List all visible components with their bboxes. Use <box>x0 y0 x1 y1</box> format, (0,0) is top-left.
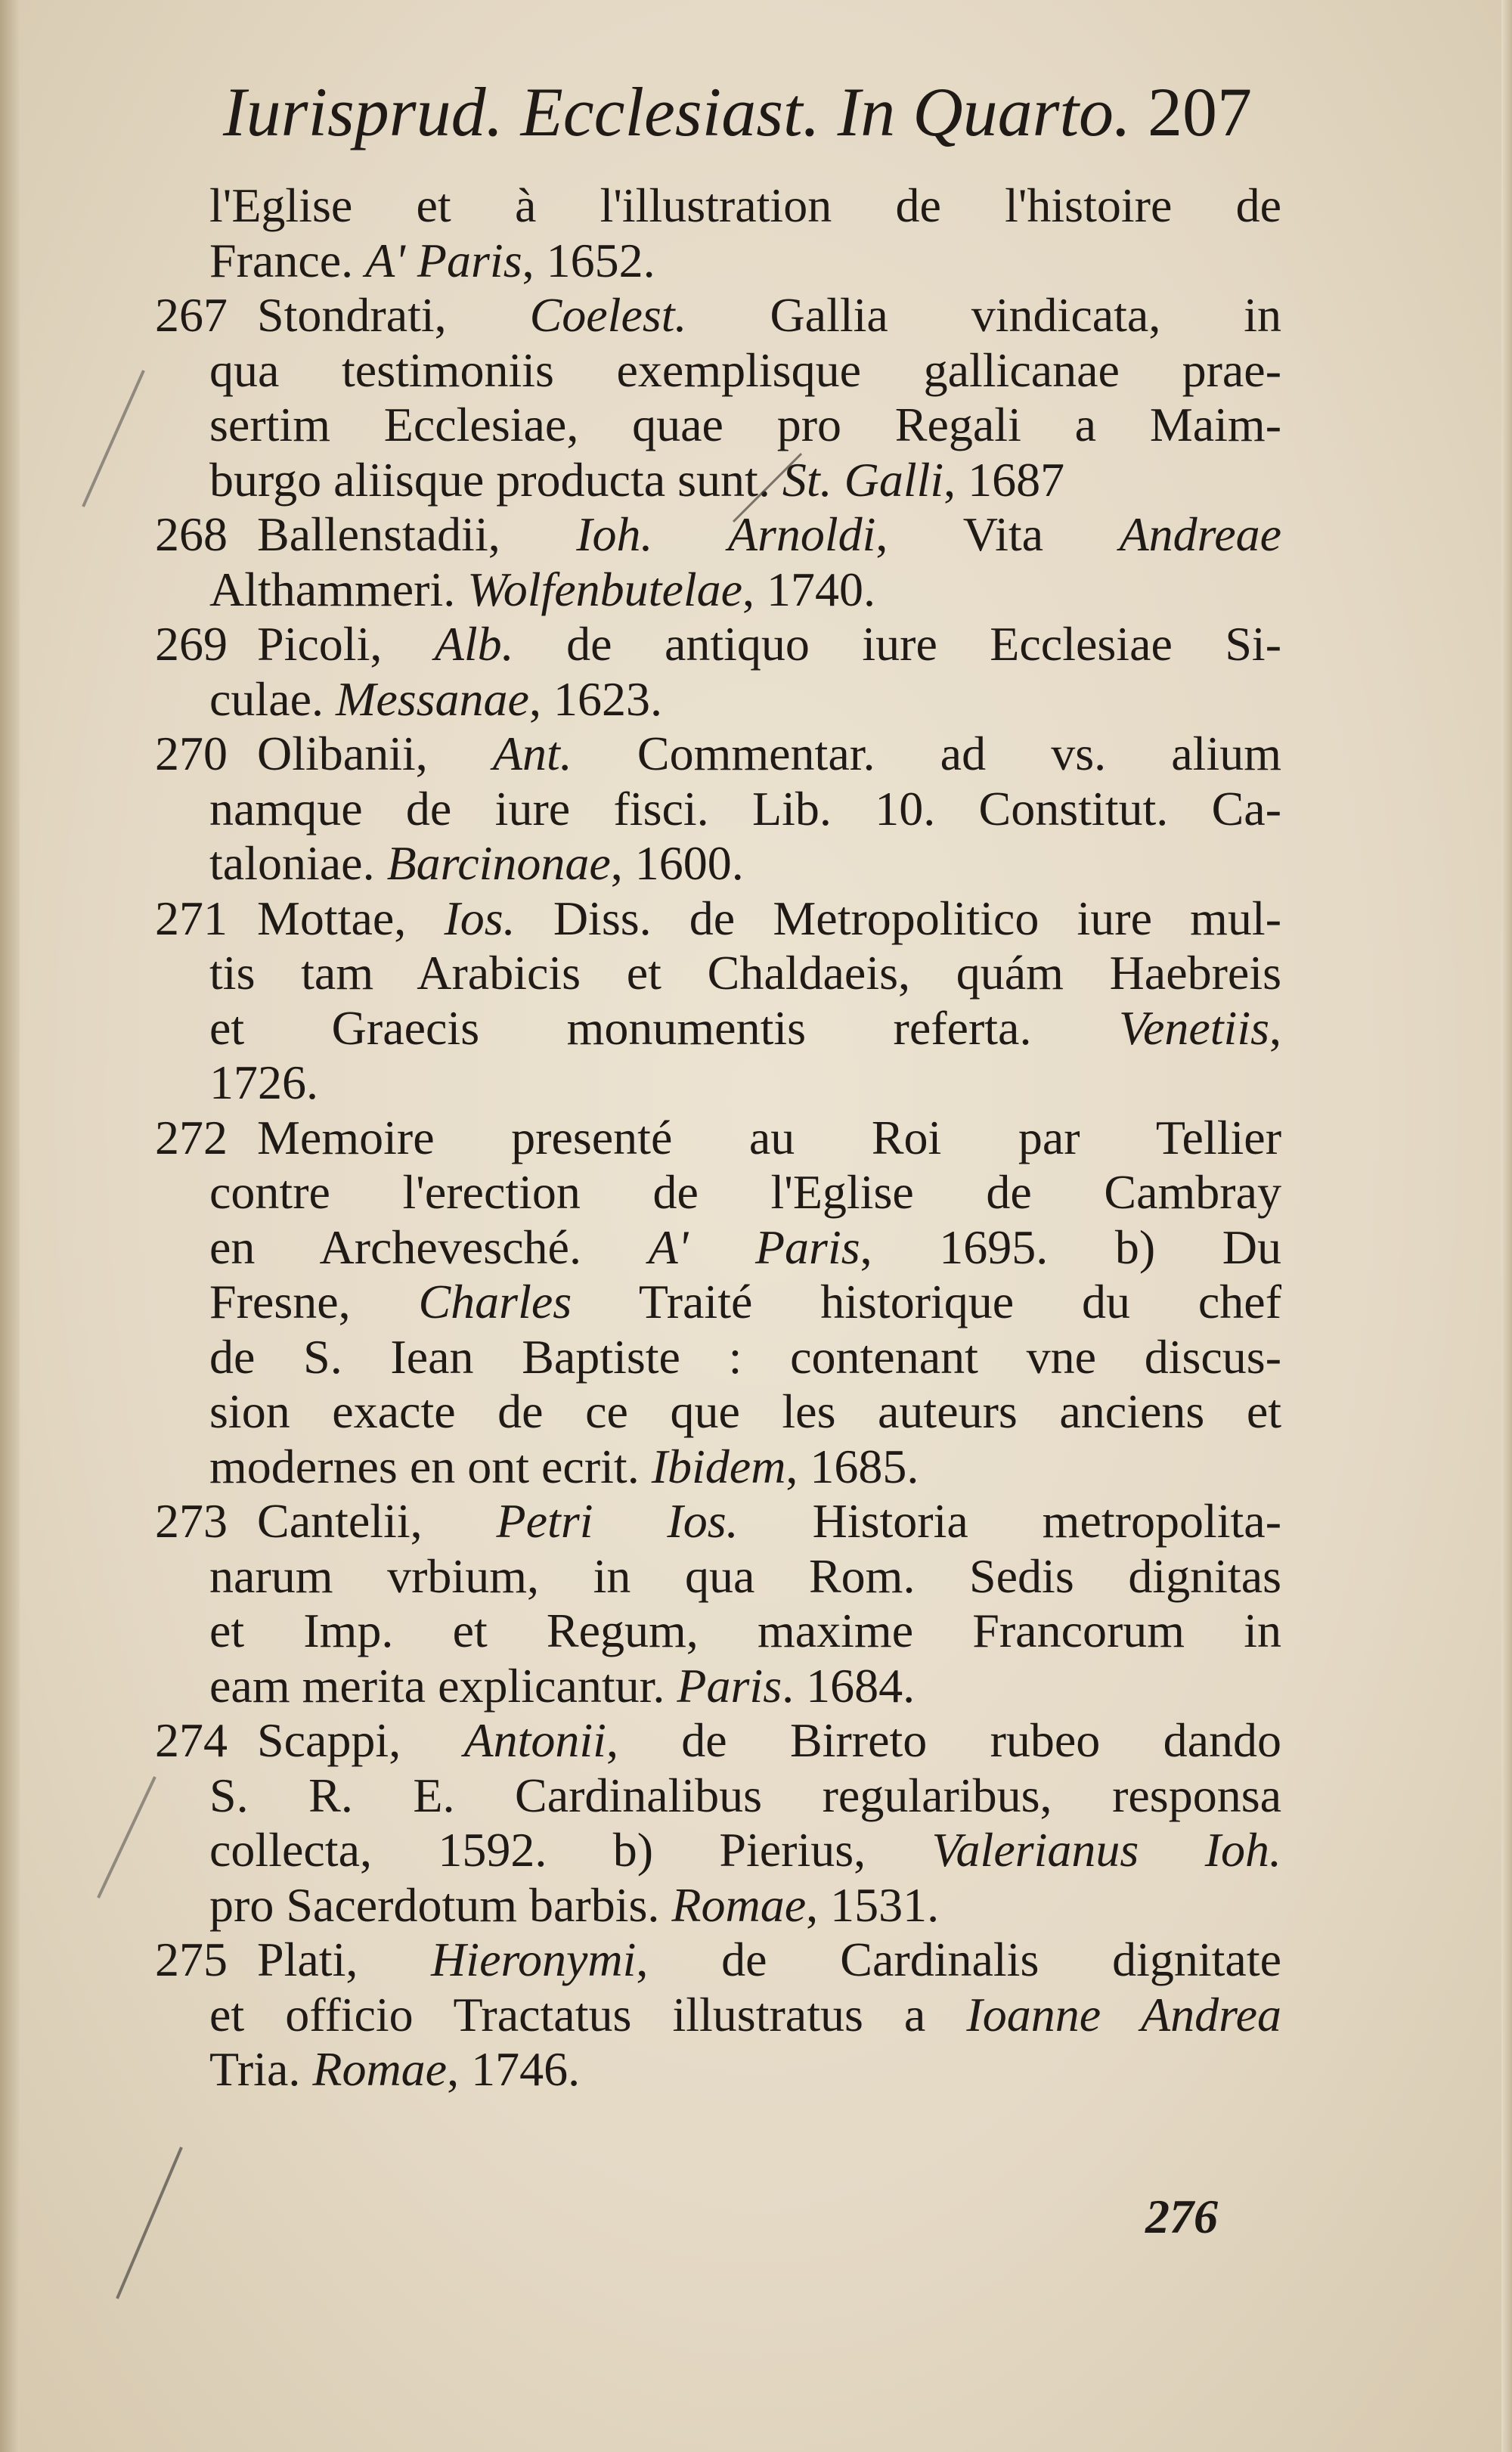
italic-segment: Alb. <box>434 617 514 671</box>
entry-line <box>155 1549 1281 1604</box>
entry-line <box>155 1878 1281 1933</box>
entry-first-line <box>155 1494 1281 1549</box>
page-number: 207 <box>1148 73 1253 150</box>
italic-segment: Venetiis <box>1118 1000 1269 1055</box>
running-title: Iurisprud. Ecclesiast. In Quarto. <box>223 73 1132 150</box>
entry-line <box>155 1988 1281 2043</box>
text-segment: , 1685. <box>785 1439 919 1493</box>
text-segment: Fresne, <box>209 1275 419 1328</box>
text-segment: , 1746. <box>447 2042 581 2096</box>
text-segment: Tria. <box>209 2042 313 2096</box>
text-segment: Historia metropolita- <box>738 1494 1281 1548</box>
italic-segment: Romae <box>671 1877 807 1932</box>
text-segment: Diss. de Metropolitico iure mul- <box>515 891 1281 945</box>
entry-line <box>155 398 1281 453</box>
italic-segment: St. Galli <box>782 452 944 507</box>
entry-number: 271 <box>155 891 228 945</box>
text-segment: sion exacte de ce que les auteurs anciens et <box>209 1384 1281 1438</box>
entry-line <box>155 1440 1281 1495</box>
italic-segment: Paris <box>677 1658 782 1713</box>
text-segment: et officio Tractatus illustratus a <box>209 1987 967 2041</box>
italic-segment: Andreae <box>1119 507 1281 561</box>
entry-line <box>155 1384 1281 1440</box>
text-segment: de antiquo iure Ecclesiae Si- <box>513 617 1281 671</box>
page-gutter <box>0 0 20 2452</box>
text-segment: , 1600. <box>610 836 744 890</box>
entry-line <box>155 782 1281 837</box>
italic-segment: Coelest. <box>529 288 687 342</box>
entry-line <box>155 1220 1281 1276</box>
entry-first-line <box>155 1713 1281 1768</box>
entry-first-line <box>155 1933 1281 1988</box>
entry-number: 268 <box>155 507 228 561</box>
text-segment: en Archevesché. <box>209 1220 649 1274</box>
italic-segment: Hieronymi <box>431 1933 637 1986</box>
text-segment: Memoire presenté au Roi par Tellier <box>257 1110 1281 1164</box>
text-segment: collecta, 1592. b) Pierius, <box>209 1823 932 1877</box>
italic-segment: Valerianus Ioh. <box>931 1823 1281 1877</box>
entry-line <box>155 1165 1281 1220</box>
text-segment: contre l'erection de l'Eglise de Cambray <box>209 1165 1281 1219</box>
text-segment: eam merita explicantur. <box>209 1658 677 1713</box>
text-segment: Traité historique du chef <box>572 1275 1281 1328</box>
italic-segment: Petri Ios. <box>496 1494 739 1548</box>
entry-number: 269 <box>155 617 228 671</box>
text-segment: modernes en ont ecrit. <box>209 1439 652 1493</box>
text-segment: Cantelii, <box>257 1494 497 1548</box>
page-edge <box>1501 0 1512 2452</box>
entry-line <box>155 343 1281 398</box>
text-segment: Picoli, <box>257 617 435 671</box>
text-segment: , Vita <box>875 507 1120 561</box>
entry-line <box>155 2042 1281 2097</box>
text-segment: Scappi, <box>257 1713 464 1767</box>
entry-line <box>155 672 1281 727</box>
entry-line <box>155 1056 1281 1111</box>
entry-first-line <box>155 727 1281 782</box>
italic-segment: Ioanne Andrea <box>966 1987 1281 2041</box>
text-segment: , 1695. b) Du <box>860 1220 1281 1274</box>
text-segment: 1726. <box>209 1056 318 1109</box>
text-segment: France. <box>209 233 366 287</box>
entry-number: 272 <box>155 1110 228 1164</box>
text-segment: , 1652. <box>522 233 655 287</box>
running-header <box>223 67 1281 157</box>
entry-number: 273 <box>155 1494 228 1548</box>
entry-line <box>155 1659 1281 1714</box>
text-segment: et Imp. et Regum, maxime Francorum in <box>209 1604 1281 1657</box>
italic-segment: Ibidem <box>651 1439 786 1493</box>
italic-segment: Wolfenbutelae <box>467 562 743 616</box>
text-segment: pro Sacerdotum barbis. <box>209 1877 672 1932</box>
text-segment: , 1740. <box>742 562 876 616</box>
entry-number: 274 <box>155 1713 228 1767</box>
text-segment: , de Birreto rubeo dando <box>606 1713 1281 1767</box>
text-segment: S. R. E. Cardinalibus regularibus, responsa <box>209 1768 1281 1822</box>
entry-line <box>155 563 1281 618</box>
entry-line <box>155 1330 1281 1385</box>
text-segment: Mottae, <box>257 891 445 945</box>
entry-number: 267 <box>155 288 228 342</box>
text-segment: Olibanii, <box>257 727 493 780</box>
text-segment: , 1687 <box>943 452 1065 507</box>
pencil-mark <box>83 1762 166 1913</box>
entry-number: 275 <box>155 1933 228 1986</box>
pencil-mark <box>98 2132 197 2314</box>
italic-segment: Antonii <box>463 1713 606 1767</box>
text-segment: et Graecis monumentis referta. <box>209 1000 1119 1055</box>
entry-line <box>155 1768 1281 1824</box>
text-segment: Ballenstadii, <box>257 507 577 561</box>
text-segment: l'Eglise et à l'illustration de l'histoire de <box>209 178 1281 232</box>
entry-line <box>155 234 1281 289</box>
entry-number: 270 <box>155 727 228 780</box>
entry-line <box>155 946 1281 1001</box>
text-segment: taloniae. <box>209 836 387 890</box>
entry-line <box>155 836 1281 891</box>
text-segment: , <box>1269 1000 1281 1055</box>
text-segment: Plati, <box>257 1933 432 1986</box>
pencil-mark <box>718 446 816 529</box>
italic-segment: A' Paris <box>648 1220 860 1274</box>
pencil-mark <box>68 355 159 522</box>
entry-line <box>155 1604 1281 1659</box>
entry-first-line <box>155 891 1281 947</box>
entry-first-line <box>155 1111 1281 1166</box>
italic-segment: Barcinonae <box>386 836 611 890</box>
text-segment: burgo aliisque producta sunt. <box>209 452 782 507</box>
text-segment: Gallia vindicata, in <box>686 288 1281 342</box>
entry-first-line <box>155 288 1281 343</box>
text-segment: namque de iure fisci. Lib. 10. Constitut. Ca- <box>209 781 1281 835</box>
italic-segment: A' Paris <box>365 233 522 287</box>
text-segment: sertim Ecclesiae, quae pro Regali a Maim- <box>209 398 1281 451</box>
entry-line <box>155 1001 1281 1056</box>
text-segment: de S. Iean Baptiste : contenant vne discus- <box>209 1329 1281 1384</box>
text-segment: Althammeri. <box>209 562 468 616</box>
text-segment: , 1531. <box>806 1877 940 1932</box>
text-segment: , 1623. <box>528 671 662 726</box>
text-segment: narum vrbium, in qua Rom. Sedis dignitas <box>209 1548 1281 1603</box>
italic-segment: Charles <box>418 1275 572 1328</box>
entry-first-line <box>155 617 1281 672</box>
catchword: 276 <box>1145 2190 1218 2243</box>
italic-segment: Ant. <box>492 727 572 780</box>
text-segment: culae. <box>209 671 336 726</box>
italic-segment: Ioh. Arnoldi <box>576 507 876 561</box>
italic-segment: Romae <box>312 2042 448 2096</box>
text-segment: tis tam Arabicis et Chaldaeis, quám Haebreis <box>209 946 1281 1000</box>
text-segment: . 1684. <box>782 1658 916 1713</box>
text-segment: , de Cardinalis dignitate <box>636 1933 1281 1986</box>
text-segment: Commentar. ad vs. alium <box>572 727 1281 780</box>
entry-line <box>155 1275 1281 1330</box>
text-segment: qua testimoniis exemplisque gallicanae prae- <box>209 343 1281 397</box>
entry-line <box>155 1823 1281 1878</box>
italic-segment: Messanae <box>336 671 529 726</box>
text-segment: Stondrati, <box>257 288 530 342</box>
italic-segment: Ios. <box>444 891 516 945</box>
entry-line <box>155 178 1281 234</box>
